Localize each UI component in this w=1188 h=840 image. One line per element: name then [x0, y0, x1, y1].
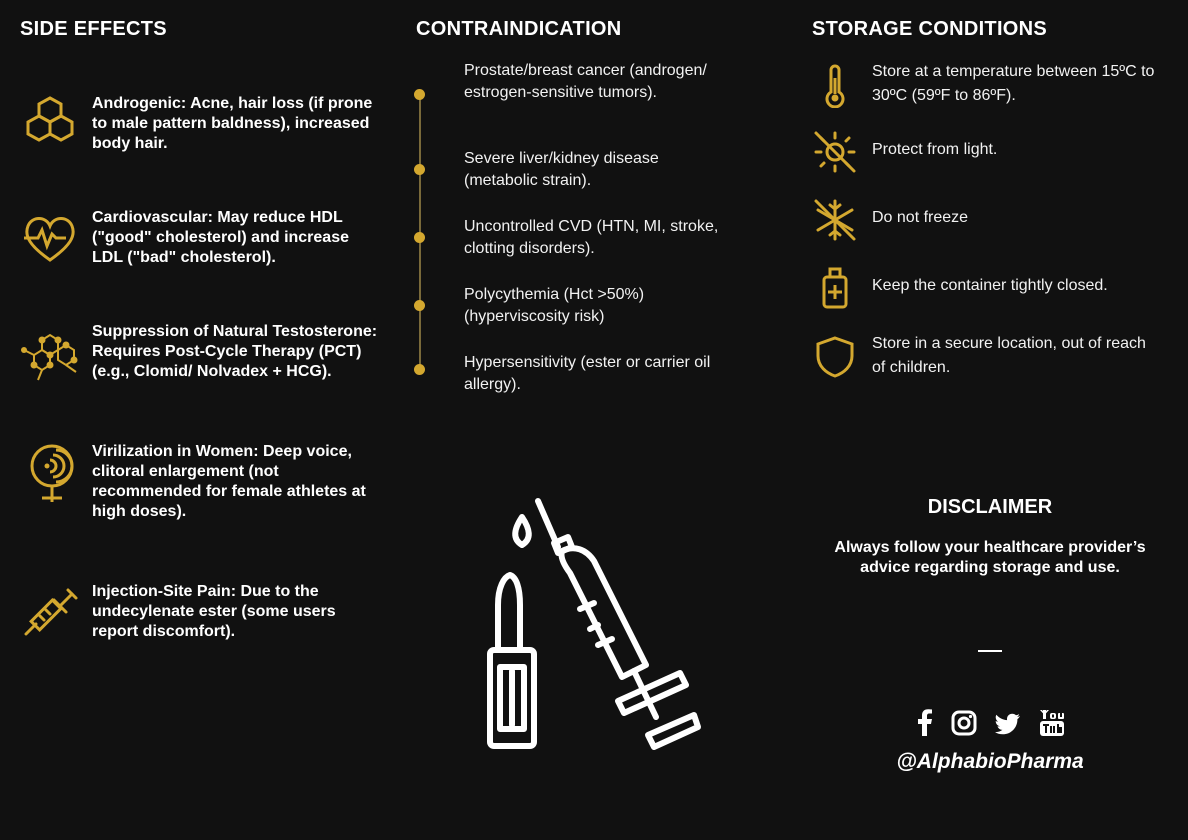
side-effects-title: SIDE EFFECTS — [20, 18, 167, 40]
disclaimer-title: DISCLAIMER — [927, 496, 1053, 518]
storage-item: Do not freeze — [872, 209, 969, 226]
twitter-icon[interactable] — [993, 708, 1023, 738]
divider — [978, 650, 1002, 652]
storage-item: Protect from light. — [872, 141, 998, 158]
shield-icon — [812, 334, 858, 380]
timeline-dot — [414, 364, 425, 375]
contraindication-item: Prostate/breast cancer (androgen/ estrogen-sensitive tumors). — [464, 62, 707, 101]
timeline-dot — [414, 300, 425, 311]
contraindication-item: Hypersensitivity (ester or carrier oil allergy). — [464, 354, 711, 393]
molecule-network-icon — [20, 322, 80, 382]
storage-title: STORAGE CONDITIONS — [812, 18, 1048, 40]
contraindication-title: CONTRAINDICATION — [416, 18, 622, 40]
thermometer-icon — [812, 62, 858, 108]
no-sun-icon — [812, 129, 858, 175]
storage-item: Keep the container tightly closed. — [872, 277, 1108, 294]
side-effect-text: Virilization in Women: Deep voice, clitoral enlargement (not recommended for female athletes at high doses). — [92, 443, 366, 520]
timeline-dot — [414, 89, 425, 100]
side-effect-text: Suppression of Natural Testosterone: Requires Post-Cycle Therapy (PCT) (e.g., Clomid/ Nolvadex + HCG). — [92, 323, 378, 380]
instagram-icon[interactable] — [949, 708, 979, 738]
timeline-dot — [414, 232, 425, 243]
female-voice-icon — [20, 442, 80, 502]
bottle-icon — [812, 265, 858, 311]
youtube-icon[interactable] — [1037, 708, 1067, 738]
timeline-dot — [414, 164, 425, 175]
contraindication-item: Polycythemia (Hct >50%) (hyperviscosity risk) — [464, 286, 645, 325]
storage-item: Store in a secure location, out of reach of children. — [872, 335, 1146, 376]
social-handle[interactable]: @AlphabioPharma — [896, 750, 1084, 773]
no-snowflake-icon — [812, 197, 858, 243]
syringe-icon — [20, 582, 80, 642]
facebook-icon[interactable] — [910, 708, 940, 738]
side-effect-text: Androgenic: Acne, hair loss (if prone to male pattern baldness), increased body hair. — [92, 95, 373, 152]
side-effect-text: Cardiovascular: May reduce HDL ("good" cholesterol) and increase LDL ("bad" cholesterol). — [92, 209, 349, 266]
hexagon-molecule-icon — [20, 94, 80, 154]
contraindication-item: Severe liver/kidney disease (metabolic strain). — [464, 150, 659, 189]
contraindication-item: Uncontrolled CVD (HTN, MI, stroke, clotting disorders). — [464, 218, 719, 257]
side-effect-text: Injection-Site Pain: Due to the undecylenate ester (some users report discomfort). — [92, 583, 336, 640]
disclaimer-text: Always follow your healthcare provider’s advice regarding storage and use. — [834, 539, 1146, 576]
vial-syringe-icon — [470, 495, 720, 760]
heart-pulse-icon — [20, 208, 80, 268]
storage-item: Store at a temperature between 15ºC to 30ºC (59ºF to 86ºF). — [872, 63, 1155, 104]
